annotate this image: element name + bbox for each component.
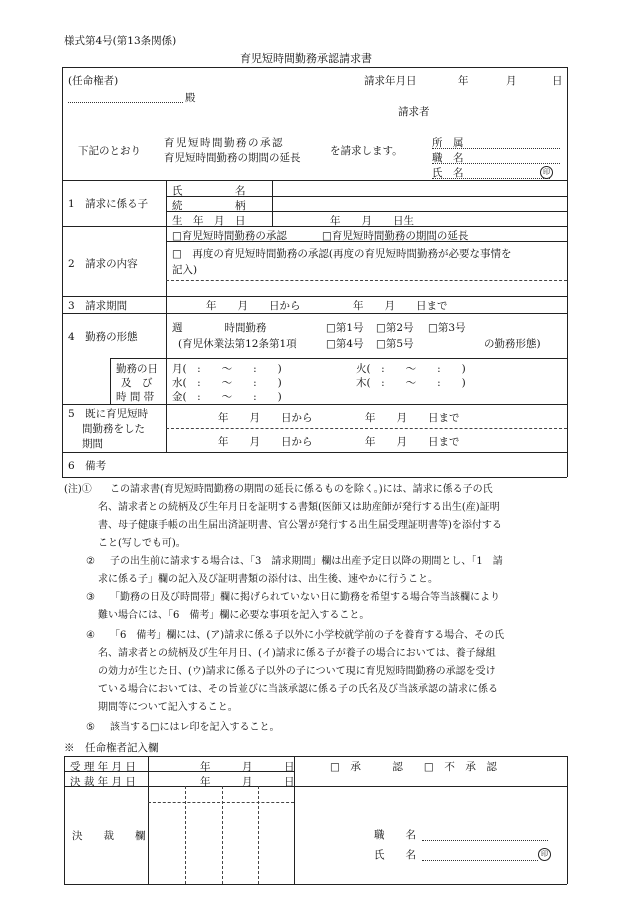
request-date-year: 年	[458, 75, 469, 87]
honorific: 殿	[185, 92, 196, 104]
approver-position-line[interactable]	[422, 840, 548, 841]
form-number: 様式第4号(第13条関係)	[64, 35, 177, 47]
request-text: を請求します。	[330, 145, 403, 157]
section2-label: 2 請求の内容	[68, 258, 138, 270]
checkbox-reapproval[interactable]: □ 再度の育児短時間勤務の承認(再度の育児短時間勤務が必要な事情を	[172, 248, 512, 260]
section5-label-1: 5 既に育児短時	[68, 408, 149, 420]
option-extension: 育児短時間勤務の期間の延長	[164, 152, 301, 164]
note1-line: こと(写しでも可)。	[98, 538, 186, 549]
form-title: 育児短時間勤務承認請求書	[240, 52, 372, 65]
request-date-month: 月	[506, 75, 517, 87]
checkbox-item1[interactable]: □第1号	[326, 322, 364, 334]
past-period-1: 年 月 日から 年 月 日まで	[218, 412, 460, 424]
thursday-time: 木( : ～ : )	[356, 377, 466, 389]
request-date-label: 請求年月日	[364, 75, 417, 87]
section1-label: 1 請求に係る子	[68, 198, 149, 210]
note3-head: ③	[86, 592, 95, 603]
note5-head: ⑤	[86, 722, 95, 733]
schedule-label-1: 勤務の日	[116, 363, 158, 375]
child-birth-label: 生 年 月 日	[172, 215, 246, 227]
lead-text: 下記のとおり	[78, 145, 141, 157]
reapproval-line2: 記入)	[172, 264, 198, 276]
name-label: 氏 名	[432, 167, 464, 179]
note4-line: ている場合においては、その旨並びに当該承認に係る子の氏名及び当該承認の請求に係る	[98, 684, 498, 695]
decided-date-label: 決 裁 年 月 日	[70, 776, 136, 788]
child-relation-label: 続 柄	[172, 200, 246, 212]
past-period-2: 年 月 日から 年 月 日まで	[218, 436, 460, 448]
child-birth-value: 年 月 日生	[330, 215, 414, 227]
seal-icon: 印	[538, 848, 551, 861]
request-period-value: 年 月 日から 年 月 日まで	[206, 300, 448, 312]
checkbox-item4[interactable]: □第4号	[326, 338, 364, 350]
approver-name-label: 氏 名	[374, 849, 416, 861]
received-date-label: 受 理 年 月 日	[70, 761, 136, 773]
option-approval: 育児短時間勤務の承認	[164, 137, 284, 149]
child-name-label: 氏 名	[172, 185, 246, 197]
friday-time: 金( : ～ : )	[172, 391, 282, 403]
section6-label: 6 備考	[68, 460, 107, 472]
decided-date-value: 年 月 日	[200, 776, 295, 788]
approver-name-line[interactable]	[422, 860, 538, 861]
note2-head: ②	[86, 556, 95, 567]
note1-head: (注)①	[64, 484, 92, 495]
seal-icon: 印	[540, 166, 553, 179]
note3-line: 難い場合には、「6 備考」欄に必要な事項を記入すること。	[98, 610, 370, 621]
note2-line: 子の出生前に請求する場合は、「3 請求期間」欄は出産予定日以降の期間とし、「1 請	[110, 556, 503, 567]
tuesday-time: 火( : ～ : )	[356, 363, 466, 375]
weekly-hours: 週 時間勤務	[172, 322, 267, 334]
note4-line: 名、請求者との続柄及び生年月日、(イ)請求に係る子が養子の場合においては、養子縁組	[98, 648, 496, 659]
position-label: 職 名	[432, 152, 464, 164]
note3-line: 「勤務の日及び時間帯」欄に掲げられていない日に勤務を希望する場合等当該欄により	[110, 592, 500, 603]
affiliation-line[interactable]	[432, 148, 560, 149]
wednesday-time: 水( : ～ : )	[172, 377, 282, 389]
approver-position-label: 職 名	[374, 829, 416, 841]
affiliation-label: 所 属	[432, 137, 464, 149]
request-date-day: 日	[552, 75, 563, 87]
approval-checkboxes[interactable]: □ 承 認 □ 不 承 認	[330, 761, 497, 773]
note2-line: 求に係る子」欄の記入及び証明書類の添付は、出生後、速やかに行うこと。	[98, 574, 438, 585]
note1-line: この請求書(育児短時間勤務の期間の延長に係るものを除く。)には、請求に係る子の氏	[110, 484, 493, 495]
authority-section-title: ※ 任命権者記入欄	[64, 742, 159, 754]
note4-line: 期間等について記入すること。	[98, 702, 238, 713]
section5-label-2: 間勤務をした	[82, 423, 145, 435]
work-form-suffix: の勤務形態)	[484, 338, 541, 350]
section3-label: 3 請求期間	[68, 300, 128, 312]
note1-line: 書、母子健康手帳の出生届出済証明書、官公署が発行する出生届受理証明書等)を添付する	[98, 520, 502, 531]
section5-label-3: 期間	[82, 438, 103, 450]
section4-label: 4 勤務の形態	[68, 331, 138, 343]
note4-line: 「6 備考」欄には、(ア)請求に係る子以外に小学校就学前の子を養育する場合、その氏	[110, 630, 505, 641]
approver-seal	[538, 847, 551, 861]
received-date-value: 年 月 日	[200, 761, 295, 773]
position-line[interactable]	[432, 163, 560, 164]
checkbox-extension[interactable]: □育児短時間勤務の期間の延長	[322, 230, 469, 242]
law-reference: (育児休業法第12条第1項	[178, 338, 297, 350]
checkbox-approval[interactable]: □育児短時間勤務の承認	[172, 230, 287, 242]
note4-head: ④	[86, 630, 95, 641]
seal-mark	[540, 165, 553, 179]
addressee-line[interactable]	[68, 102, 183, 103]
requester-label: 請求者	[398, 106, 430, 118]
schedule-label-2: 及 び	[121, 377, 153, 389]
note1-line: 名、請求者との続柄及び生年月日を証明する書類(医師又は助産師が発行する出生(産)証明	[98, 502, 500, 513]
name-line[interactable]	[432, 178, 550, 179]
note4-line: の効力が生じた日、(ウ)請求に係る子以外の子について現に育児短時間勤務の承認を受け	[98, 666, 496, 677]
checkbox-item3[interactable]: □第3号	[428, 322, 466, 334]
monday-time: 月( : ～ : )	[172, 363, 282, 375]
decision-column-label: 決 裁 欄	[72, 830, 146, 842]
schedule-label-3: 時 間 帯	[116, 391, 155, 403]
authority-label: (任命権者)	[68, 75, 119, 87]
checkbox-item2[interactable]: □第2号	[376, 322, 414, 334]
checkbox-item5[interactable]: □第5号	[376, 338, 414, 350]
note5-line: 該当する□にはレ印を記入すること。	[110, 722, 280, 733]
